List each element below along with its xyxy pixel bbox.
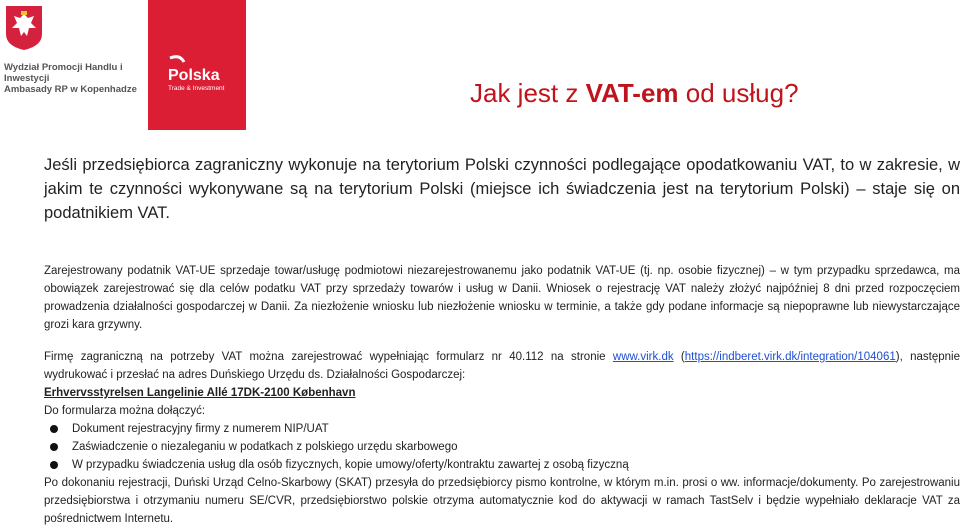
list-item: Dokument rejestracyjny firmy z numerem NIP/UAT	[44, 420, 960, 438]
brand-name: Polska	[168, 67, 220, 84]
form-text-b: (	[673, 351, 685, 363]
body-text	[44, 262, 960, 528]
list-item: W przypadku świadczenia usług dla osób fizycznych, kopie umowy/oferty/kontraktu zawartej z osobą fizyczną	[44, 456, 960, 474]
brand-sub: Trade & Investment	[168, 85, 225, 92]
agency-line-2: Ambasady RP w Kopenhadze	[4, 84, 137, 95]
form-text-a: Firmę zagraniczną na potrzeby VAT można zarejestrować wypełniając formularz nr 40.112 na stronie	[44, 351, 613, 363]
polska-logo	[166, 56, 226, 96]
title-bold: VAT-em	[585, 78, 679, 108]
after-registration-paragraph: Po dokonaniu rejestracji, Duński Urząd Celno-Skarbowy (SKAT) przesyła do przedsiębiorcy pismo kontrolne, w którym m.in. prosi o ww. informacje/dokumenty. Po zarejestrowaniu przedsiębiorstwa i otrzymaniu numeru SE/CVR, przedsiębiorstwo polskie otrzyma automatycznie kod do aktywacji w ramach TastSelv i będzie wypełniało deklaracje VAT za pośrednictwem Internetu.	[44, 477, 960, 525]
attachments-list	[44, 420, 960, 474]
virk-link[interactable]: www.virk.dk	[612, 351, 674, 363]
attachments-label: Do formularza można dołączyć:	[44, 405, 206, 417]
indberet-link[interactable]: https://indberet.virk.dk/integration/104061	[684, 351, 896, 363]
title-prefix: Jak jest z	[470, 78, 586, 108]
page-title	[470, 78, 799, 109]
agency-line-1: Wydział Promocji Handlu i Inwestycji	[4, 62, 123, 84]
polska-brand-box	[148, 0, 246, 130]
intro-paragraph: Jeśli przedsiębiorca zagraniczny wykonuje na terytorium Polski czynności podlegające opodatkowaniu VAT, to w zakresie, w jakim te czynności wykonywane są na terytorium Polski (miejsce ich świadczenia jest na terytorium Polski) – staje się on podatnikiem VAT.	[44, 156, 960, 222]
list-item: Zaświadczenie o niezaleganiu w podatkach z polskiego urzędu skarbowego	[44, 438, 960, 456]
registration-paragraph: Zarejestrowany podatnik VAT-UE sprzedaje towar/usługę podmiotowi niezarejestrowanemu jako podatnik VAT-UE (tj. np. osobie fizycznej) – w tym przypadku sprzedawca, ma obowiązek zarejestrować się dla celów podatku VAT przy sprzedaży towarów i usług w Danii. Wniosek o rejestrację VAT należy złożyć najpóźniej 8 dni przed rozpoczęciem prowadzenia działalności gospodarczej w Danii. Za niezłożenie wniosku lub niezłożenie wniosku w terminie, a także gdy podane informacje są niepoprawne lub niewystarczające grozi kara grzywny.	[44, 265, 960, 331]
office-address: Erhvervsstyrelsen Langelinie Allé 17DK-2100 København	[44, 387, 356, 399]
form-text-c: ), następnie wydrukować i przesłać na adres Duńskiego Urzędu ds. Działalności Gospodarczej:	[44, 351, 960, 381]
title-suffix: od usług?	[678, 78, 799, 108]
polish-eagle-emblem	[4, 4, 44, 52]
form-paragraph	[44, 348, 960, 384]
agency-name	[4, 62, 144, 95]
